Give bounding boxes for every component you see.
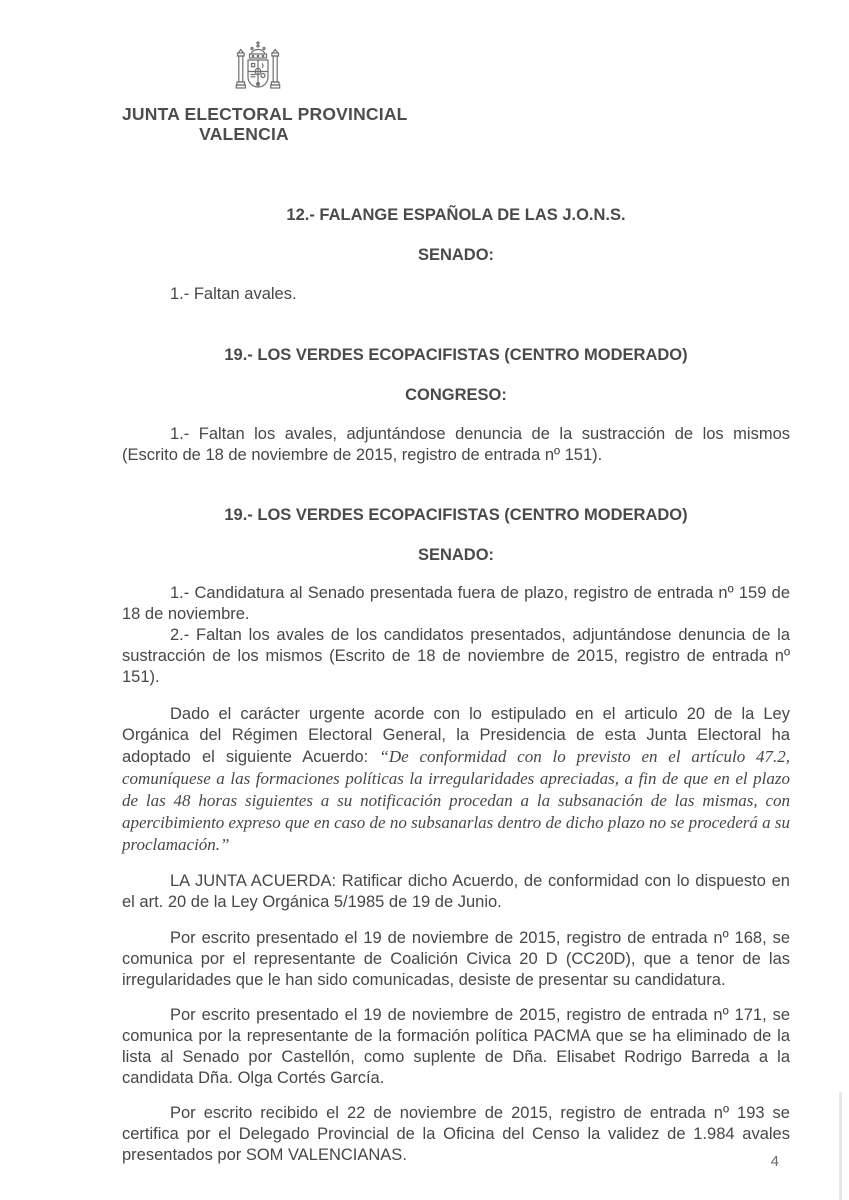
- acuerdo-quote-text: “De conformidad con lo previsto en el artículo 47.2, comuníquese a las formaciones políticas la irregularidades apreciadas, a fin de que en el plazo de las 48 horas siguientes a su notificación procedan a la subsanación de las mismas, con apercibimiento expreso que en caso de no subsanarlas dentro de dicho plazo no se procederá a su proclamación.”: [122, 747, 790, 854]
- paragraph-verdes-senado-item2: 2.- Faltan los avales de los candidatos presentados, adjuntándose denuncia de la sustracción de los mismos (Escrito de 18 de noviembre de 2015, registro de entrada nº 151).: [122, 626, 790, 686]
- org-name-line2: VALENCIA: [199, 124, 289, 144]
- section-heading-falange: 12.- FALANGE ESPAÑOLA DE LAS J.O.N.S.: [286, 206, 626, 224]
- paragraph-escrito-193: Por escrito recibido el 22 de noviembre de 2015, registro de entrada nº 193 se certifica por el Delegado Provincial de la Oficina del Censo la validez de 1.984 avales presentados por SOM VALENCIANAS.: [122, 1104, 790, 1164]
- section-heading-verdes-senado: 19.- LOS VERDES ECOPACIFISTAS (CENTRO MODERADO): [224, 506, 688, 524]
- coat-of-arms-icon: [234, 40, 282, 98]
- document-body: [122, 205, 790, 1166]
- section-heading-verdes-congreso: 19.- LOS VERDES ECOPACIFISTAS (CENTRO MODERADO): [224, 346, 688, 364]
- page-number: 4: [770, 1153, 779, 1170]
- paragraph-verdes-senado-item1: 1.- Candidatura al Senado presentada fuera de plazo, registro de entrada nº 159 de 18 de noviembre.: [122, 584, 790, 623]
- paragraph-escrito-171: Por escrito presentado el 19 de noviembre de 2015, registro de entrada nº 171, se comunica por la representante de la formación política PACMA que se ha eliminado de la lista al Senado por Castellón, como suplente de Dña. Elisabet Rodrigo Barreda a la candidata Dña. Olga Cortés García.: [122, 1006, 790, 1087]
- chamber-heading-senado-2: SENADO:: [417, 546, 495, 564]
- letterhead: [122, 40, 408, 144]
- paragraph-escrito-168: Por escrito presentado el 19 de noviembre de 2015, registro de entrada nº 168, se comunica por el representante de Coalición Civica 20 D (CC20D), que a tenor de las irregularidades que le han sido comunicadas, desiste de presentar su candidatura.: [122, 929, 790, 989]
- paragraph-verdes-congreso-item1: 1.- Faltan los avales, adjuntándose denuncia de la sustracción de los mismos (Escrito de 18 de noviembre de 2015, registro de entrada nº 151).: [122, 425, 790, 464]
- acuerdo-intro-text: Dado el carácter urgente acorde con lo estipulado en el articulo 20 de la Ley Orgánica del Régimen Electoral General, la Presidencia de esta Junta Electoral ha adoptado el siguiente Acuerdo:: [122, 705, 790, 766]
- chamber-heading-senado-1: SENADO:: [417, 246, 495, 264]
- chamber-heading-congreso: CONGRESO:: [405, 386, 507, 404]
- paragraph-acuerdo: [122, 704, 790, 856]
- paragraph-falange-item1: 1.- Faltan avales.: [170, 285, 297, 303]
- org-name-line1: JUNTA ELECTORAL PROVINCIAL: [122, 104, 408, 124]
- scan-edge-artifact: [839, 1092, 842, 1200]
- paragraph-ratificacion: LA JUNTA ACUERDA: Ratificar dicho Acuerdo, de conformidad con lo dispuesto en el art. 20 de la Ley Orgánica 5/1985 de 19 de Junio.: [122, 872, 790, 911]
